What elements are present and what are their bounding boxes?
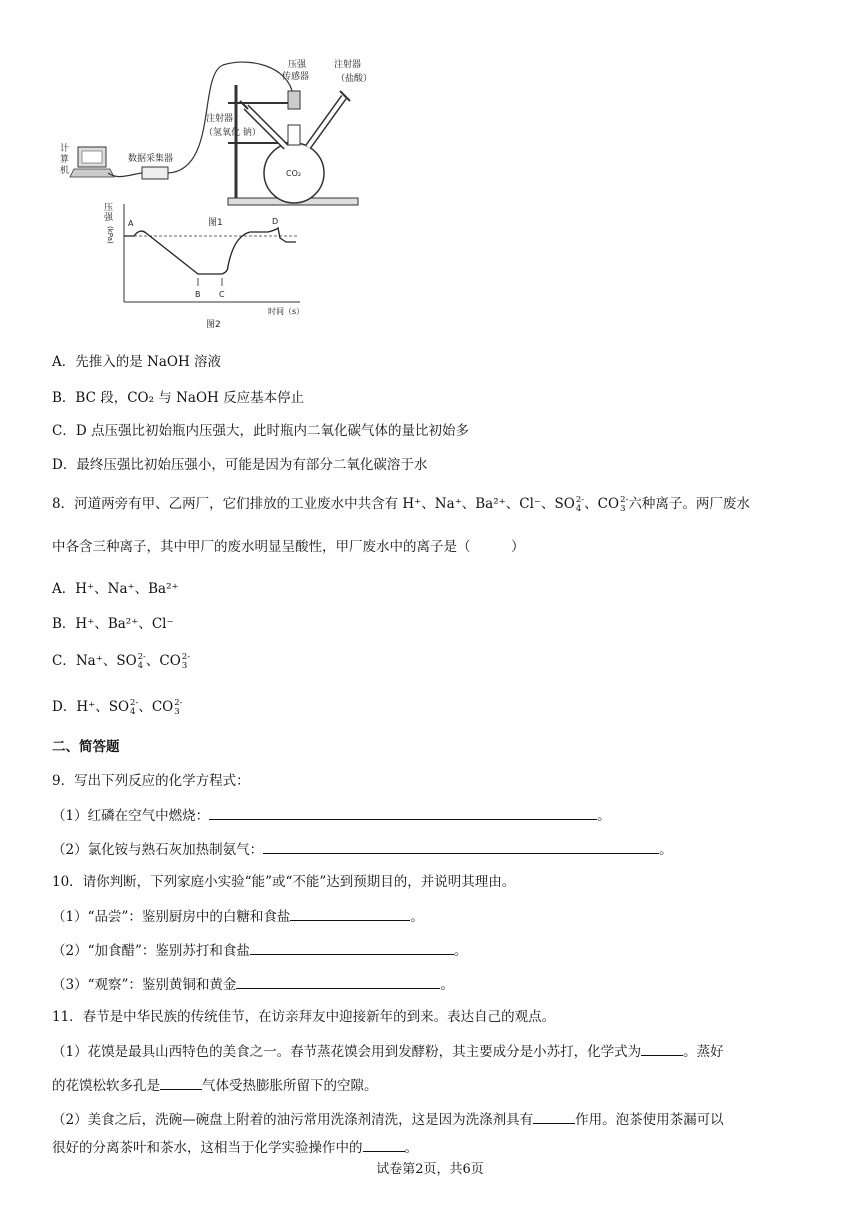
- q11-sub2-line2: [52, 1137, 418, 1158]
- charge-label: 2-: [620, 494, 629, 505]
- q9-sub2-text: （2）氯化铵与熟石灰加热制氨气：: [52, 842, 264, 858]
- q10-stem: 10．请你判断，下列家庭小实验“能”或“不能”达到预期目的，并说明其理由。: [52, 874, 516, 890]
- q8-option-b: B．H⁺、Ba²⁺、Cl⁻: [52, 616, 174, 632]
- q8-stem-part2: 、CO: [584, 496, 620, 512]
- q11-sub2-text-d: 。: [404, 1140, 418, 1156]
- q11-sub1-text-b: 。蒸好: [683, 1044, 724, 1060]
- syringe-left-label: 注射器（氢氧化 钠）: [204, 114, 261, 138]
- answer-blank[interactable]: [209, 805, 597, 820]
- q8-option-d-part2: 、CO: [138, 699, 174, 715]
- q11-stem: 11．春节是中华民族的传统佳节，在访亲拜友中迎接新年的到来。表达自己的观点。: [52, 1009, 556, 1025]
- subscript-label: 4: [137, 660, 144, 671]
- answer-blank[interactable]: [363, 1137, 405, 1152]
- charge-label: 2-: [575, 494, 585, 505]
- computer-icon: [70, 147, 114, 177]
- subscript-label: 3: [174, 706, 180, 717]
- answer-blank[interactable]: [533, 1109, 575, 1124]
- subscript-label: 3: [181, 660, 188, 671]
- q9-sub2: [52, 839, 673, 860]
- point-A-label: A: [128, 219, 134, 228]
- q9-stem: 9．写出下列反应的化学方程式：: [52, 773, 250, 789]
- q7-option-b: B．BC 段，CO₂ 与 NaOH 反应基本停止: [52, 390, 305, 406]
- q11-sub1-text-c: 的花馍松软多孔是: [52, 1078, 160, 1094]
- sensor-label: 压强传感器: [282, 60, 310, 82]
- q7-option-c: C．D 点压强比初始瓶内压强大，此时瓶内二氧化碳气体的量比初始多: [52, 423, 469, 439]
- graph-xlabel: 时间（s）: [268, 307, 305, 316]
- answer-blank[interactable]: [160, 1075, 202, 1090]
- collector-label: 数据采集器: [128, 154, 174, 164]
- flask-label: CO₂: [286, 169, 302, 178]
- data-collector-icon: [142, 167, 168, 179]
- q11-sub1-line2: [52, 1075, 378, 1096]
- subscript-label: 3: [620, 503, 626, 514]
- q7-option-d: D．最终压强比初始压强小，可能是因为有部分二氧化碳溶于水: [52, 457, 428, 473]
- period-mark: 。: [659, 842, 673, 858]
- point-B-label: B: [195, 290, 201, 299]
- graph-ylabel: 压强: [104, 203, 114, 223]
- point-C-label: C: [219, 290, 225, 299]
- q11-sub1-line1: [52, 1041, 724, 1062]
- q10-sub3: [52, 974, 454, 995]
- section2-title: 二、简答题: [52, 739, 120, 755]
- figure2-caption: 图2: [206, 320, 221, 330]
- computer-label: 计算机: [60, 144, 70, 176]
- q8-option-c-part1: C．Na⁺、SO: [52, 653, 137, 669]
- period-mark: 。: [597, 808, 611, 824]
- q8-option-c-part2: 、CO: [145, 653, 181, 669]
- q8-stem-part1: 8．河道两旁有甲、乙两厂，它们排放的工业废水中共含有 H⁺、Na⁺、Ba²⁺、Cl⁻、SO: [52, 496, 575, 512]
- syringe-right-icon: [308, 91, 350, 147]
- answer-blank[interactable]: [641, 1041, 683, 1056]
- q8-option-d: [52, 697, 183, 717]
- page-footer: 试卷第2页，共6页: [376, 1162, 484, 1177]
- pressure-graph: [100, 198, 320, 333]
- q8-stem-line1: [52, 494, 750, 514]
- period-mark: 。: [440, 977, 454, 993]
- q8-stem-part3: 六种离子。两厂废水: [628, 496, 750, 512]
- q10-sub3-text: （3）“观察”：鉴别黄铜和黄金: [52, 977, 237, 993]
- q7-option-a: A．先推入的是 NaOH 溶液: [52, 354, 222, 370]
- pressure-sensor-icon: [288, 91, 300, 109]
- q10-sub1: [52, 906, 424, 927]
- q9-sub1-text: （1）红磷在空气中燃烧：: [52, 808, 210, 824]
- period-mark: 。: [453, 943, 468, 959]
- charge-label: 2-: [137, 651, 146, 662]
- syringe-right-label: 注射器（盐酸）: [334, 60, 373, 84]
- q10-sub1-text: （1）“品尝”：鉴别厨房中的白糖和食盐: [52, 909, 291, 925]
- graph-yunit: (kPa): [106, 226, 114, 244]
- q8-option-c: [52, 651, 190, 671]
- q11-sub2-text-c: 很好的分离茶叶和茶水，这相当于化学实验操作中的: [52, 1140, 363, 1156]
- q11-sub1-text-a: （1）花馍是最具山西特色的美食之一。春节蒸花馍会用到发酵粉，其主要成分是小苏打，化学式为: [52, 1044, 642, 1060]
- q11-sub2-line1: [52, 1109, 724, 1130]
- q9-sub1: [52, 805, 611, 826]
- charge-label: 2-: [174, 697, 183, 708]
- syringe-left-icon: [240, 101, 286, 147]
- q11-sub2-text-b: 作用。泡茶使用茶漏可以: [575, 1112, 724, 1128]
- answer-blank[interactable]: [250, 940, 454, 955]
- q11-sub1-text-d: 气体受热膨胀所留下的空隙。: [202, 1078, 378, 1094]
- charge-label: 2-: [130, 697, 139, 708]
- q10-sub2-text: （2）“加食醋”：鉴别苏打和食盐: [52, 943, 250, 959]
- q8-option-a: A．H⁺、Na⁺、Ba²⁺: [52, 581, 179, 597]
- charge-label: 2-: [181, 651, 191, 662]
- answer-blank[interactable]: [236, 974, 440, 989]
- subscript-label: 4: [130, 706, 136, 717]
- answer-blank[interactable]: [290, 906, 410, 921]
- pressure-curve: [124, 228, 296, 274]
- q10-sub2: [52, 940, 467, 961]
- q11-sub2-text-a: （2）美食之后，洗碗—碗盘上附着的油污常用洗涤剂清洗，这是因为洗涤剂具有: [52, 1112, 534, 1128]
- point-D-label: D: [272, 217, 279, 226]
- period-mark: 。: [410, 909, 424, 925]
- figure1-caption: 图1: [208, 218, 223, 228]
- q8-option-d-part1: D．H⁺、SO: [52, 699, 130, 715]
- q8-stem-line2: 中各含三种离子，其中甲厂的废水明显呈酸性，甲厂废水中的离子是（ ）: [52, 539, 525, 555]
- subscript-label: 4: [575, 503, 582, 514]
- answer-blank[interactable]: [263, 839, 659, 854]
